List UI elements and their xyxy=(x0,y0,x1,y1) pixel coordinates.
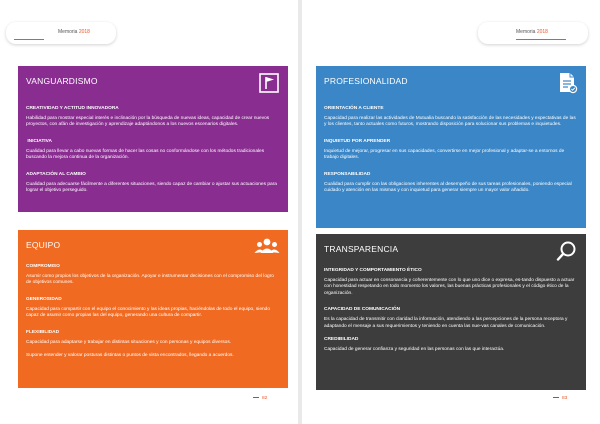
subheading: COMPROMISO xyxy=(26,264,60,269)
header-title: Memoria 2018 xyxy=(58,29,90,35)
section-title: EQUIPO xyxy=(26,240,61,250)
vanguardismo-box xyxy=(18,66,288,212)
subheading: ORIENTACIÓN A CLIENTE xyxy=(324,106,384,111)
paragraph: Capacidad de generar confianza y seguridad en las personas con las que interactúa. xyxy=(324,347,505,353)
header-title: Memoria 2018 xyxy=(516,29,548,35)
paragraph: Habilidad para mostrar especial interés e inclinación por la búsqueda de nuevas ideas, capacidad de crear nuevos proyectos, con afán de investigación y aprendizaje adaptándonos a los nuevos escenarios digitales. xyxy=(26,116,270,128)
magnifier-icon xyxy=(556,240,578,262)
left-page xyxy=(0,0,298,424)
team-icon xyxy=(254,236,280,258)
header-tab xyxy=(478,22,588,44)
section-title: TRANSPARENCIA xyxy=(324,244,399,254)
paragraph: Capacidad para realizar las actividades de Mutualia buscando la satisfacción de las necesidades y expectativas de las y los clientes, tanto actuales como futuros, mostrando disposición para solucionar sus problemas e inquietudes. xyxy=(324,116,576,128)
paragraph: Capacidad para actuar en consonancia y coherentemente con lo que uno dice o expresa, es-tando dispuesto a actuar con honestidad respetando en todo momento los valores, las buenas prácticas profesionales y el código ético de la organización. xyxy=(324,278,575,296)
subheading: CREDIBILIDAD xyxy=(324,337,359,343)
paragraph: Capacidad para adaptarse y trabajar en distintas situaciones y con personas y equipos diversos. xyxy=(26,339,232,345)
subheading: INICIATIVA xyxy=(26,138,52,144)
subheading: GENEROSIDAD xyxy=(26,296,62,302)
document-check-icon xyxy=(556,72,578,94)
subheading: CAPACIDAD DE COMUNICACIÓN xyxy=(324,307,401,313)
profesionalidad-box xyxy=(316,66,586,228)
header-tab xyxy=(6,22,116,44)
subheading: FLEXIBILIDAD xyxy=(26,329,60,335)
subheading: CREATIVIDAD Y ACTITUD INNOVADORA xyxy=(26,106,119,111)
flag-icon xyxy=(258,72,280,94)
subheading: INQUIETUD POR APRENDER xyxy=(324,138,391,144)
paragraph: Es la capacidad de transmitir con claridad la información, atendiendo a las percepciones de la persona receptora y adaptando el mensaje a sus requerimientos y teniendo en cuenta las nue-vas canales de comunicación. xyxy=(324,317,568,329)
paragraph: Asumir como propios los objetivos de la organización. Apoyar e instrumentar decisiones con el compromiso del logro de objetivos comunes. xyxy=(26,274,274,286)
paragraph: Cualidad para adecuarse fácilmente a diferentes situaciones, siendo capaz de cambiar o ajustar sus actuaciones para lograr el objetivo perseguido. xyxy=(26,181,277,194)
paragraph: Supone entender y valorar posturas distintas o puntos de vista encontrados, llegando a acuerdos. xyxy=(26,353,234,359)
paragraph: Inquietud de mejorar, progresar en sus capacidades, convertirse en mejor profesional y adaptar-se a entornos de trabajo digitales. xyxy=(324,148,565,161)
paragraph: Capacidad para compartir con el equipo el conocimiento y las ideas propias, haciéndolas de todo el equipo, siendo capaz de asumir como propias las del equipo, generando una cultura de compartir. xyxy=(26,306,270,319)
section-title: PROFESIONALIDAD xyxy=(324,76,408,86)
header-rule xyxy=(516,39,566,40)
paragraph: Cualidad para llevar a cabo nuevas formas de hacer las cosas no conformándose con los métodos tradicionales buscando la mejora continua de la organización. xyxy=(26,148,265,161)
paragraph: Cualidad para cumplir con las obligaciones inherentes al desempeño de sus tareas profesionales, poniendo especial cuidado y atención en las mismas y con inquietud para generar siempre un mayor valor añadido. xyxy=(324,181,572,194)
subheading: RESPONSABILIDAD xyxy=(324,171,371,177)
right-page xyxy=(302,0,600,424)
page-number: 82 xyxy=(250,396,267,401)
subheading: INTEGRIDAD Y COMPORTAMIENTO ÉTICO xyxy=(324,268,422,273)
transparencia-box xyxy=(316,234,586,390)
equipo-box xyxy=(18,230,288,388)
subheading: ADAPTACIÓN AL CAMBIO xyxy=(26,171,86,177)
page-number: 83 xyxy=(550,396,567,401)
section-title: VANGUARDISMO xyxy=(26,76,98,86)
header-rule xyxy=(14,39,44,40)
